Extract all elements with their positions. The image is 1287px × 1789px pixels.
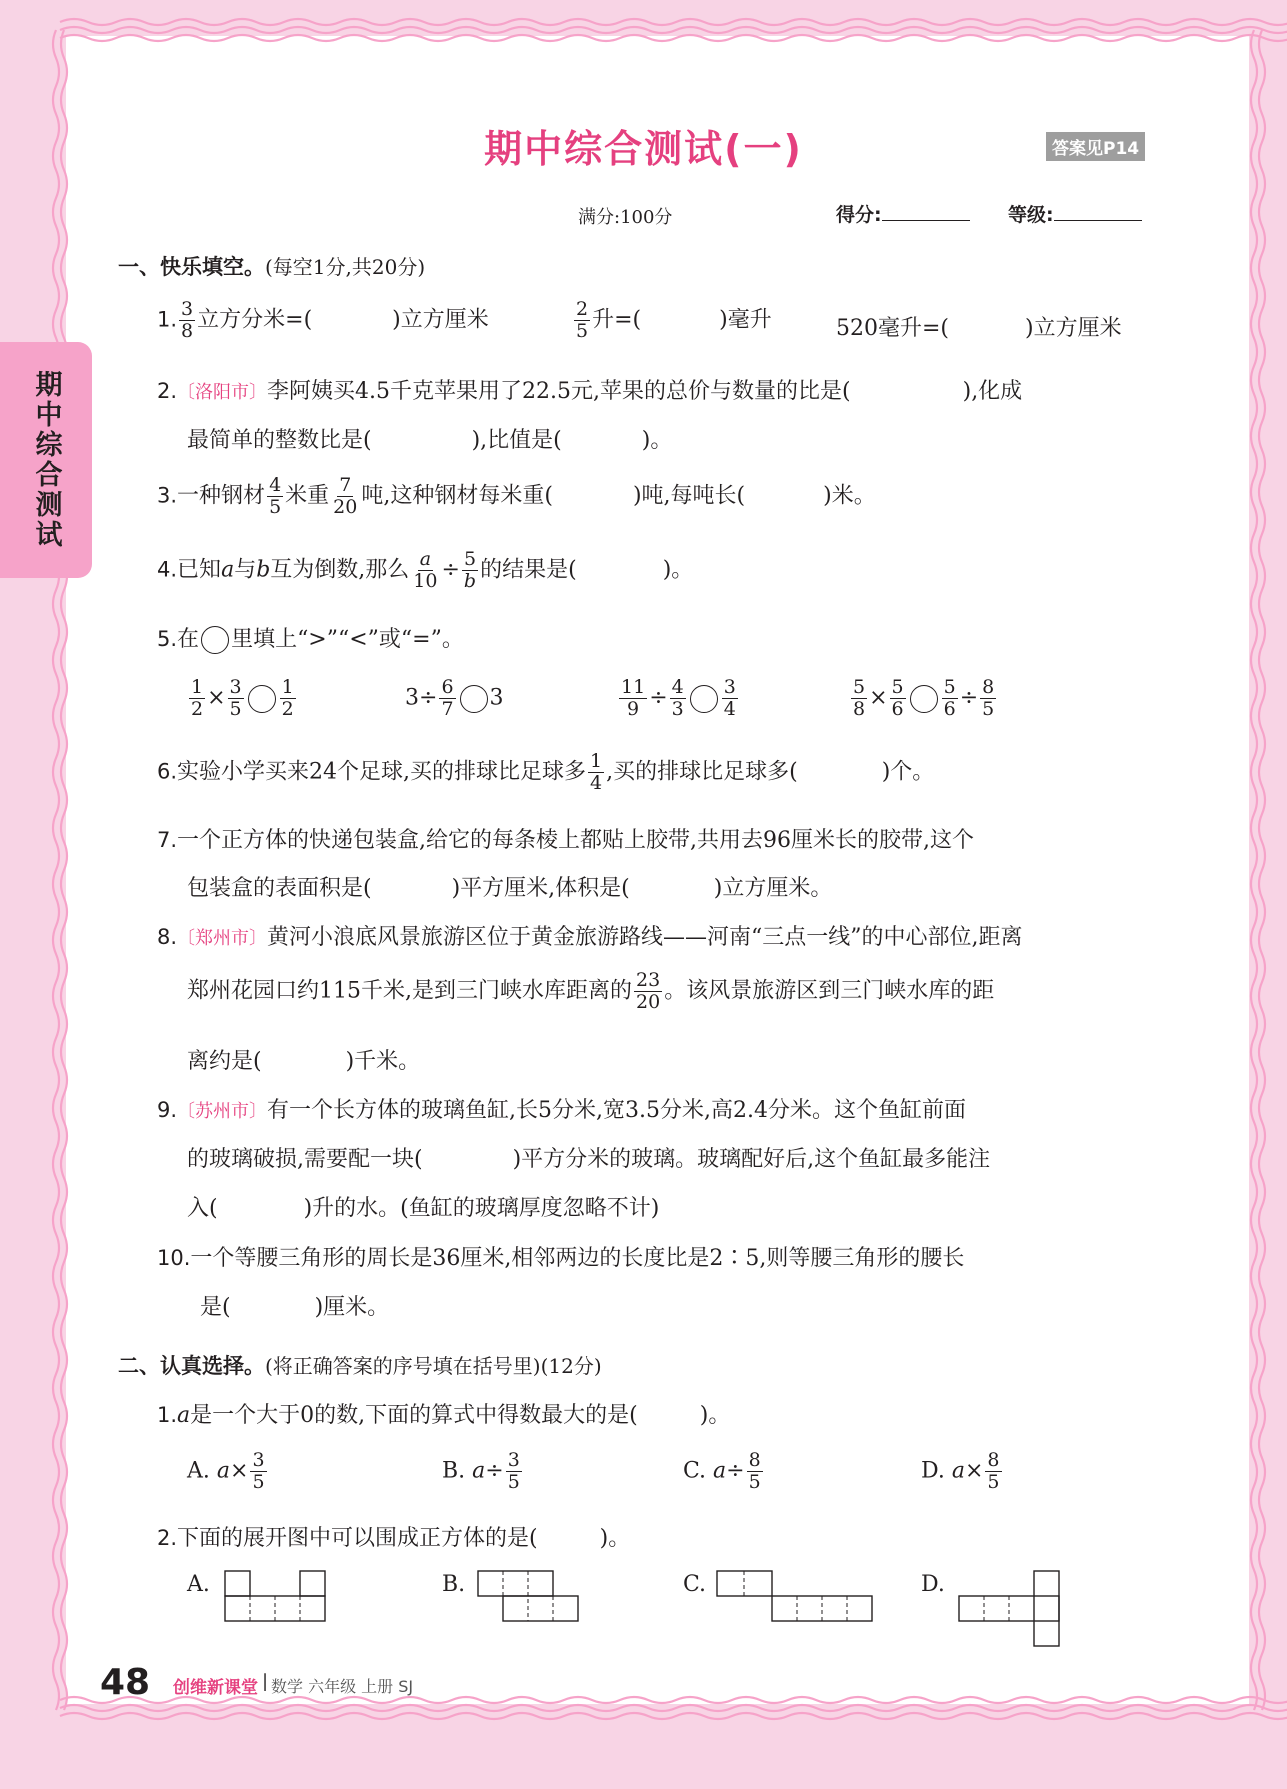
grade-field[interactable]: [1008, 200, 1142, 227]
q1-unit-a: )立方厘米: [392, 307, 489, 333]
q4-text: 已知: [177, 557, 222, 583]
q7-line2c: )立方厘米。: [713, 876, 833, 901]
answer-circle[interactable]: [460, 685, 488, 713]
wave-line: [60, 1713, 1287, 1719]
q1-text-c: 520毫升=(: [836, 316, 950, 341]
var-b: b: [256, 557, 271, 583]
q5-text: 在: [177, 627, 200, 652]
fraction: $\frac{4}{5}$: [269, 474, 282, 518]
q5-expr-1: $\frac{1}{2}$ × $\frac{3}{5}$ $\frac{1}{2}$: [191, 676, 294, 720]
section2-note: (将正确答案的序号填在括号里)(12分): [265, 1354, 602, 1378]
section1-note: (每空1分,共20分): [265, 255, 426, 279]
var-a: a: [177, 1403, 191, 1428]
fraction: $\frac{3}{8}$: [181, 298, 194, 342]
question-9-line2: [187, 1142, 990, 1173]
c2-option-c-label[interactable]: C.: [683, 1572, 707, 1597]
q8-number: 8.: [157, 925, 178, 949]
c2-number: 2.: [157, 1526, 178, 1550]
q4-text: )。: [662, 557, 694, 583]
footer-separator: |: [262, 1671, 269, 1692]
answer-reference-badge: 答案见P14: [1046, 132, 1145, 161]
region-tag: 〔苏州市〕: [177, 1101, 268, 1122]
c2-option-b-label[interactable]: B.: [442, 1572, 466, 1597]
wave-line: [60, 19, 1287, 25]
q8-line3b: )千米。: [345, 1049, 421, 1074]
q6-text: )个。: [881, 759, 935, 785]
question-1c: [836, 311, 1122, 342]
q5-expr-2: 3÷ $\frac{6}{7}$ 3: [405, 676, 504, 720]
cube-net-a[interactable]: [224, 1570, 334, 1625]
question-8: [157, 920, 1023, 951]
grade-label: 等级:: [1008, 204, 1054, 226]
option-label: D.: [921, 1458, 945, 1484]
question-1b: [572, 299, 772, 342]
answer-circle[interactable]: [690, 685, 718, 713]
wave-line: [1251, 30, 1257, 1710]
answer-circle[interactable]: [910, 685, 938, 713]
q3-number: 3.: [157, 483, 178, 508]
question-4: [157, 549, 693, 592]
q3-text: 吨,这种钢材每米重(: [361, 483, 553, 509]
section2-title: 二、认真选择。: [118, 1354, 265, 1378]
section2-heading: [118, 1350, 602, 1380]
cube-net-b[interactable]: [477, 1570, 587, 1625]
side-tab-label: 期中综合测试: [30, 370, 62, 550]
c1-text: )。: [699, 1403, 731, 1428]
q8-line2a: 郑州花园口约115千米,是到三门峡水库距离的: [187, 978, 632, 1004]
wave-line: [60, 27, 1287, 33]
question-7: [157, 823, 974, 854]
q9-number: 9.: [157, 1098, 178, 1122]
var-a: a: [221, 557, 235, 583]
c1-option-c[interactable]: C. a÷ $\frac{8}{5}$: [683, 1449, 761, 1493]
grade-blank[interactable]: [1054, 202, 1142, 221]
brand-name: 创维新课堂: [173, 1678, 258, 1698]
question-9-line3: [187, 1191, 659, 1222]
wave-line: [53, 30, 59, 1710]
wave-line: [60, 1705, 1287, 1711]
full-score: 满分:100分: [578, 207, 673, 228]
operator: ÷: [441, 557, 460, 583]
q10-line2b: )厘米。: [314, 1295, 390, 1320]
region-tag: 〔郑州市〕: [177, 928, 268, 949]
q4-number: 4.: [157, 557, 178, 582]
q5-expr-4: $\frac{5}{8}$ × $\frac{5}{6}$ $\frac{5}{6}$ ÷ $\frac{8}{5}$: [853, 676, 995, 720]
choice-question-2: [157, 1521, 630, 1552]
q9-line2a: 的玻璃破损,需要配一块(: [187, 1147, 423, 1172]
c1-option-b[interactable]: B. a÷ $\frac{3}{5}$: [442, 1449, 520, 1493]
q2-line2a: 最简单的整数比是(: [187, 428, 372, 453]
q9-line2b: )平方分米的玻璃。玻璃配好后,这个鱼缸最多能注: [512, 1147, 991, 1172]
option-label: A.: [187, 1458, 210, 1484]
option-label: C.: [683, 1458, 707, 1484]
question-5: [157, 622, 464, 654]
q9-line3b: )升的水。(鱼缸的玻璃厚度忽略不计): [303, 1196, 660, 1221]
region-tag: 〔洛阳市〕: [177, 382, 268, 403]
q1-number: 1.: [157, 307, 178, 332]
question-10-line2: [200, 1290, 389, 1321]
choice-question-1: [157, 1398, 730, 1429]
q10-line1: 一个等腰三角形的周长是36厘米,相邻两边的长度比是2∶5,则等腰三角形的腰长: [190, 1246, 965, 1271]
c1-option-a[interactable]: A. a× $\frac{3}{5}$: [187, 1449, 265, 1493]
q3-text: )米。: [823, 483, 876, 509]
question-8-line2: [187, 970, 994, 1013]
q4-text: 互为倒数,那么: [270, 557, 410, 583]
q2-line1-end: ),化成: [962, 379, 1023, 404]
q4-text: 的结果是(: [480, 557, 577, 583]
q1-unit-b: )毫升: [719, 307, 772, 333]
side-tab: [0, 342, 92, 578]
q7-line1: 一个正方体的快递包装盒,给它的每条棱上都贴上胶带,共用去96厘米长的胶带,这个: [177, 828, 975, 853]
score-label: 得分:: [836, 204, 882, 226]
c2-option-d-label[interactable]: D.: [921, 1572, 945, 1597]
q6-text: ,买的排球比足球多(: [606, 759, 798, 785]
page-title: 期中综合测试(一): [484, 127, 803, 171]
q1-unit-c: )立方厘米: [1025, 316, 1122, 341]
q6-number: 6.: [157, 759, 178, 784]
question-2-line2: [187, 423, 672, 454]
q1-text-a: 立方分米=(: [197, 307, 313, 333]
c1-number: 1.: [157, 1403, 178, 1427]
fraction: $\frac{7}{20}$: [333, 474, 358, 518]
score-blank[interactable]: [882, 202, 970, 221]
fraction: $\frac{a}{10}$: [413, 548, 438, 592]
q4-text: 与: [234, 557, 257, 583]
q5-number: 5.: [157, 627, 178, 651]
c2-option-a-label[interactable]: A.: [187, 1572, 210, 1597]
q5-text: 里填上“>”“<”或“=”。: [231, 627, 464, 652]
footer-book-info: 数学 六年级 上册 SJ: [271, 1677, 414, 1696]
cube-net-d[interactable]: [958, 1570, 1068, 1650]
fraction: $\frac{1}{4}$: [590, 750, 603, 794]
q1-text-b: 升=(: [592, 307, 642, 333]
q2-line2c: )。: [641, 428, 673, 453]
question-10: [157, 1241, 964, 1272]
section1-heading: [118, 251, 425, 281]
cube-net-c[interactable]: [716, 1570, 876, 1625]
c2-text: )。: [599, 1526, 631, 1551]
q9-line1: 有一个长方体的玻璃鱼缸,长5分米,宽3.5分米,高2.4分米。这个鱼缸前面: [267, 1098, 967, 1123]
question-1: [157, 299, 489, 342]
q2-line1: 李阿姨买4.5千克苹果用了22.5元,苹果的总价与数量的比是(: [267, 379, 851, 404]
fraction: $\frac{2}{5}$: [576, 298, 589, 342]
q7-line2b: )平方厘米,体积是(: [451, 876, 630, 901]
question-9: [157, 1093, 966, 1124]
option-label: B.: [442, 1458, 466, 1484]
q8-line2b: 。该风景旅游区到三门峡水库的距: [664, 978, 995, 1004]
score-field[interactable]: [836, 200, 970, 227]
question-6: [157, 751, 934, 794]
q8-line3a: 离约是(: [187, 1049, 262, 1074]
fraction: $\frac{5}{b}$: [463, 548, 477, 592]
q7-line2a: 包装盒的表面积是(: [187, 876, 372, 901]
q3-text: )吨,每吨长(: [632, 483, 746, 509]
q8-line1: 黄河小浪底风景旅游区位于黄金旅游路线——河南“三点一线”的中心部位,距离: [267, 925, 1023, 950]
fraction: $\frac{23}{20}$: [636, 969, 661, 1013]
question-3: [157, 475, 876, 518]
q2-line2b: ),比值是(: [471, 428, 562, 453]
q3-text: 一种钢材: [177, 483, 266, 509]
answer-circle[interactable]: [248, 685, 276, 713]
q6-text: 实验小学买来24个足球,买的排球比足球多: [177, 759, 587, 785]
q5-expr-3: $\frac{11}{9}$ ÷ $\frac{4}{3}$ $\frac{3}{4}$: [621, 676, 736, 720]
c1-text: 是一个大于0的数,下面的算式中得数最大的是(: [190, 1403, 638, 1428]
question-2: [157, 374, 1022, 405]
wave-line: [1259, 30, 1265, 1710]
q9-line3a: 入(: [187, 1196, 218, 1221]
q10-number: 10.: [157, 1246, 191, 1270]
page-number: 48: [100, 1662, 151, 1703]
q10-line2a: 是(: [200, 1295, 231, 1320]
q3-text: 米重: [285, 483, 330, 509]
c1-option-d[interactable]: D. a× $\frac{8}{5}$: [921, 1449, 1000, 1493]
section1-title: 一、快乐填空。: [118, 255, 265, 279]
q7-number: 7.: [157, 828, 178, 852]
compare-circle: [201, 626, 229, 654]
question-8-line3: [187, 1044, 420, 1075]
c2-text: 下面的展开图中可以围成正方体的是(: [177, 1526, 538, 1551]
q2-number: 2.: [157, 379, 178, 403]
question-7-line2: [187, 871, 832, 902]
